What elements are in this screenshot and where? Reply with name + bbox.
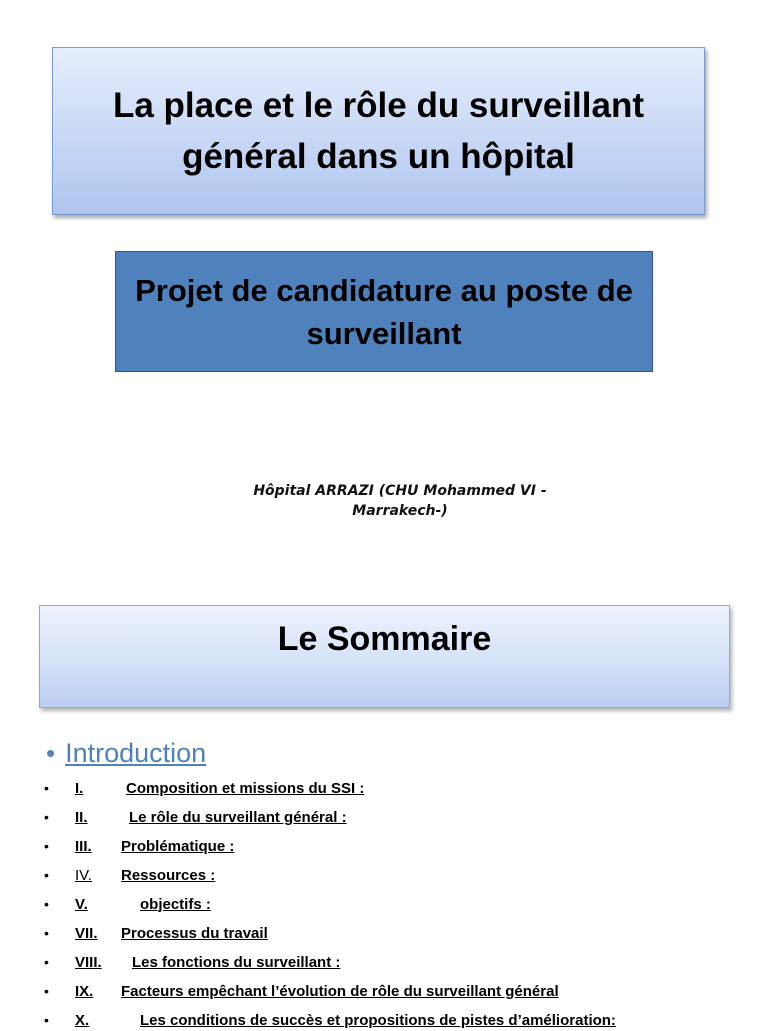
bullet-icon: • (44, 1012, 49, 1028)
toc-item (44, 835, 235, 857)
sommaire-title: Le Sommaire (277, 619, 492, 658)
toc-item (44, 864, 216, 886)
toc-item (44, 893, 211, 915)
toc-item-label: Problématique : (121, 837, 235, 855)
hospital-line-1: Hôpital ARRAZI (CHU Mohammed VI - (253, 483, 547, 499)
toc-item-label: Les fonctions du surveillant : (132, 953, 341, 971)
bullet-icon: • (44, 838, 49, 854)
hospital-line-2: Marrakech-) (352, 503, 448, 519)
toc-item-number: I. (75, 779, 84, 797)
bullet-icon: • (44, 954, 49, 970)
toc-item (44, 806, 347, 828)
toc-item-label: Le rôle du surveillant général : (129, 808, 347, 826)
bullet-icon: • (44, 925, 49, 941)
toc-item-label: Les conditions de succès et propositions de pistes d’amélioration: (140, 1011, 616, 1029)
slide-title-box (52, 47, 705, 215)
toc-item (44, 951, 341, 973)
toc-item (44, 922, 268, 944)
toc-item-label: Composition et missions du SSI : (126, 779, 365, 797)
toc-item (44, 980, 559, 1002)
toc-item-number: IX. (75, 982, 94, 1000)
toc-item-number: VIII. (75, 953, 102, 971)
toc-item-label: objectifs : (140, 895, 211, 913)
toc-item-number: V. (75, 895, 88, 913)
toc-item-number: VII. (75, 924, 98, 942)
subtitle-box (115, 251, 653, 372)
toc-intro-link[interactable]: Introduction (65, 737, 207, 768)
toc-item (44, 1009, 616, 1031)
toc-item-number: IV. (75, 866, 92, 884)
toc-item-label: Facteurs empêchant l’évolution de rôle du surveillant général (121, 982, 559, 1000)
toc-item-label: Ressources : (121, 866, 216, 884)
subtitle: Projet de candidature au poste de surveillant (135, 272, 633, 351)
bullet-icon: • (44, 983, 49, 999)
toc-intro-item (46, 735, 206, 771)
bullet-icon: • (44, 867, 49, 883)
hospital-caption (200, 481, 600, 521)
bullet-icon: • (44, 780, 49, 796)
sommaire-title-box (39, 605, 730, 708)
toc-item-number: II. (75, 808, 88, 826)
toc-item-number: III. (75, 837, 92, 855)
toc-item-label: Processus du travail (121, 924, 268, 942)
toc-item-number: X. (75, 1011, 90, 1029)
slide-title: La place et le rôle du surveillant général dans un hôpital (112, 86, 644, 176)
bullet-icon: • (44, 896, 49, 912)
toc-item (44, 777, 365, 799)
bullet-icon: • (46, 737, 56, 768)
bullet-icon: • (44, 809, 49, 825)
